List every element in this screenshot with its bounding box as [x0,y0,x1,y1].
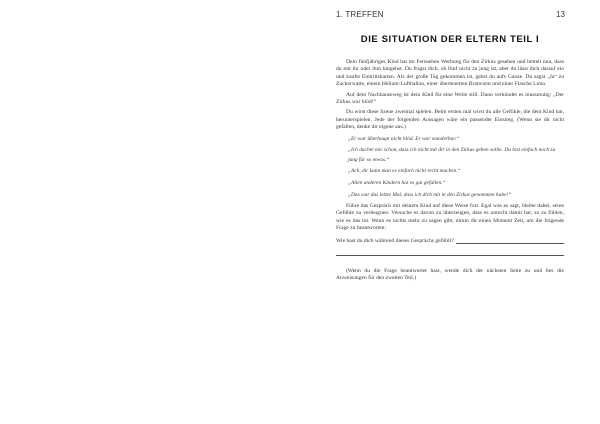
answer-line[interactable] [336,254,564,256]
footer-note: (Wenn du die Frage beantwortet hast, wende dich der nächsten Seite zu und lies die Anweisungen für den zweiten Teil.) [336,268,564,282]
quote-item: „Das war das letzte Mal, dass ich dich mit in den Zirkus genommen habe!“ [348,192,512,199]
body-text [336,59,564,235]
page-number: 13 [556,10,565,19]
page-title: DIE SITUATION DER ELTERN TEIL I [360,34,540,45]
answer-line-inline[interactable] [456,237,564,244]
paragraph-intro: Dein fünfjähriges Kind hat im Fernsehen Werbung für den Zirkus gesehen und bettelt nun, dass du mit ihr oder ihm hingehst. Du fragst dich, ob fünf nicht zu jung ist, aber du lässt dich darauf ein und kaufst Eintrittskarten. Als der große Tag gekommen ist, gehst du aufs Ganze. Du sagst „Ja“ zu Zuckerwatte, einem Helium-Luftballon, einer überteuerten Bratwurst und einer Flasche Limo. [336,59,564,88]
paragraph-continue: Führe das Gespräch mit deinem Kind auf diese Weise fort. Egal was es sagt, bleibe dabei, seine Gefühle zu verleugnen. Versuche es davon zu überzeugen, dass es unrecht damit hat, so zu fühlen, wie es das tut. Wenn es nichts mehr zu sagen gibt, nimm dir einen Moment Zeit, um die folgende Frage zu beantworten: [336,202,564,232]
quote-item: „Er war überhaupt nicht blöd. Er war wunderbar.“ [348,135,460,142]
question-row [336,237,564,244]
paragraph-way-home: Auf dem Nachhauseweg ist dein Kind für eine Weile still. Dann verkündet es mussmutig: „Der Zirkus war blöd!“ [336,91,564,106]
quote-item: „Allen anderen Kindern hat es gut gefallen.“ [348,180,446,187]
quote-item: „Ich dachte mir schon, dass ich nicht mit dir in den Zirkus gehen sollte. Du bist einfach noch zu jung für so etwas.“ [348,147,556,163]
running-header-chapter: 1. TREFFEN [336,10,384,19]
paragraph-instructions: Du wirst diese Szene zweimal spielen. Beim ersten mal wirst du alle Gefühle, die dem Kind hat, herunterspielen. Jede der folgenden Aussagen wäre ein passender Einstieg. (Wenn sie dir nicht gefallen, denke dir eigene aus.) [336,109,564,131]
quote-item: „Ach, dir kann man es einfach nicht recht machen.“ [348,168,461,175]
question-label: Wie hast du dich während dieses Gesprächs gefühlt? [336,238,454,244]
